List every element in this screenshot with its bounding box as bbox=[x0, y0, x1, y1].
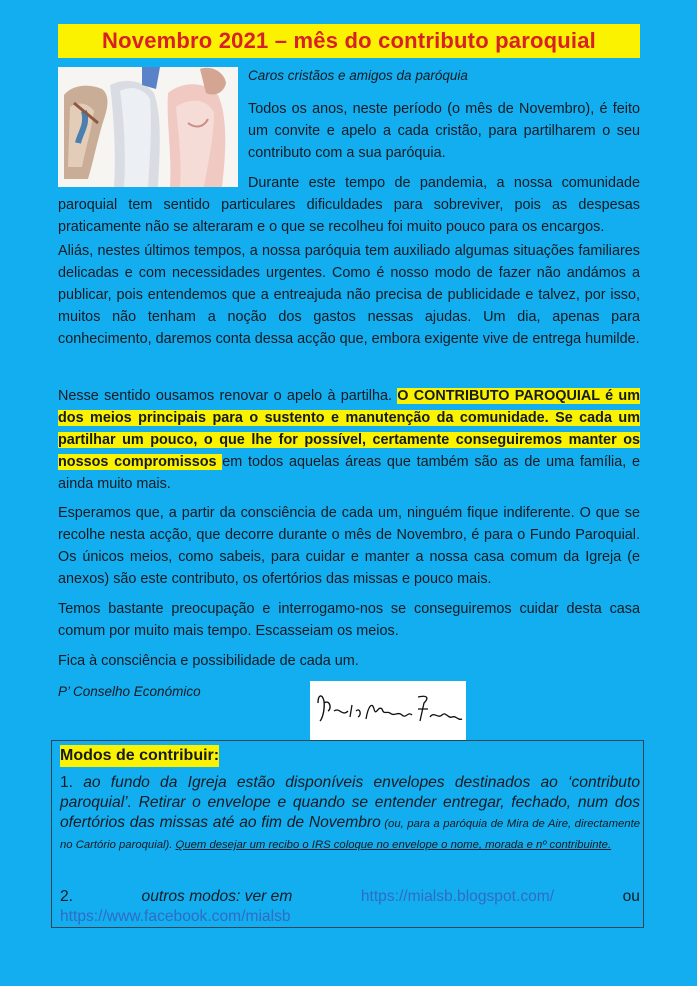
signature-scribble-icon bbox=[310, 681, 466, 740]
modes-heading-colon: : bbox=[213, 747, 220, 764]
statues-image-icon bbox=[58, 67, 238, 187]
mode-item-2-text: outros modos: ver em bbox=[141, 888, 293, 905]
mode-item-1-month: Novembro bbox=[308, 814, 381, 831]
salutation: Caros cristãos e amigos da paróquia bbox=[248, 68, 468, 83]
appeal-highlight-text: O CONTRIBUTO PAROQUIAL é um dos meios principais para o sustento e manutenção da comunidade. Se cada um partilhar um pouco, o que lhe for possível, certamente conseguiremos manter os nossos compromissos bbox=[58, 388, 640, 470]
contribution-modes-box bbox=[51, 740, 644, 928]
paragraph-fund: Esperamos que, a partir da consciência de cada um, ninguém fique indiferente. O que se recolhe nesta acção, que decorre durante o mês de Novembro, é para o Fundo Paroquial. Os únicos meios, como sabeis, para cuidar e manter a nossa casa comum da Igreja (e anexos) são este contributo, os ofertórios das missas e pouco mais. bbox=[58, 505, 640, 587]
church-statues-photo bbox=[58, 67, 238, 187]
blog-link[interactable]: https://mialsb.blogspot.com/ bbox=[360, 888, 555, 905]
mode-item-1-text: ao fundo da Igreja estão disponíveis envelopes destinados ao ‘contributo paroquial’. Retirar o envelope e quando se entender entregar, fechado, num dos ofertórios das missas até ao fim de bbox=[60, 774, 640, 831]
facebook-link[interactable]: https://www.facebook.com/mialsb bbox=[60, 908, 291, 925]
mode-item-online bbox=[60, 887, 640, 927]
modes-heading bbox=[60, 745, 219, 767]
paragraph-concern: Temos bastante preocupação e interrogamo-nos se conseguiremos cuidar desta casa comum por muito mais tempo. Escasseiam os meios. bbox=[58, 601, 640, 639]
paragraph-intro: Todos os anos, neste período (o mês de Novembro), é feito um convite e apelo a cada cristão, para partilharem o seu contributo com a sua paróquia. bbox=[248, 101, 640, 161]
page-title: Novembro 2021 – mês do contributo paroquial bbox=[58, 24, 640, 58]
modes-heading-text: Modos de contribuir bbox=[60, 747, 214, 764]
appeal-intro-text: Nesse sentido ousamos renovar o apelo à partilha. bbox=[58, 388, 398, 404]
mode-item-1-receipt-note: Quem desejar um recibo o IRS coloque no envelope o nome, morada e nº contribuinte. bbox=[175, 839, 612, 851]
appeal-end-text: em todos aquelas áreas que também são as de uma família, e ainda muito mais. bbox=[58, 454, 640, 492]
mode-item-envelope bbox=[60, 773, 640, 855]
paragraph-help: Aliás, nestes últimos tempos, a nossa paróquia tem auxiliado algumas situações familiares delicadas e com necessidades urgentes. Como é nosso modo de fazer não andámos a publicar, pois entendemos que a entreajuda não precisa de publicidade e talvez, por isso, muitos não tenham a noção dos gastos nessas ajudas. Um dia, apenas para conhecimento, daremos conta dessa acção que, embora exigente vive de entrega humilde. bbox=[58, 243, 640, 347]
mode-item-2-number: 2. bbox=[60, 888, 74, 905]
handwritten-signature bbox=[310, 681, 466, 740]
paragraph-pandemic: Durante este tempo de pandemia, a nossa comunidade paroquial tem sentido particulares dificuldades para sobreviver, pois as despesas praticamente não se alteraram e o que se recolheu foi muito pouco para os encargos. bbox=[58, 175, 640, 235]
paragraph-appeal bbox=[58, 385, 640, 495]
mode-item-2-or: ou bbox=[622, 888, 640, 905]
paragraph-conscience: Fica à consciência e possibilidade de cada um. bbox=[58, 653, 359, 669]
mode-item-1-number: 1. bbox=[60, 774, 84, 791]
signature-label: P’ Conselho Económico bbox=[58, 684, 201, 699]
mode-item-1-note: (ou, para a paróquia de Mira de Aire, directamente no Cartório paroquial). bbox=[60, 818, 640, 851]
